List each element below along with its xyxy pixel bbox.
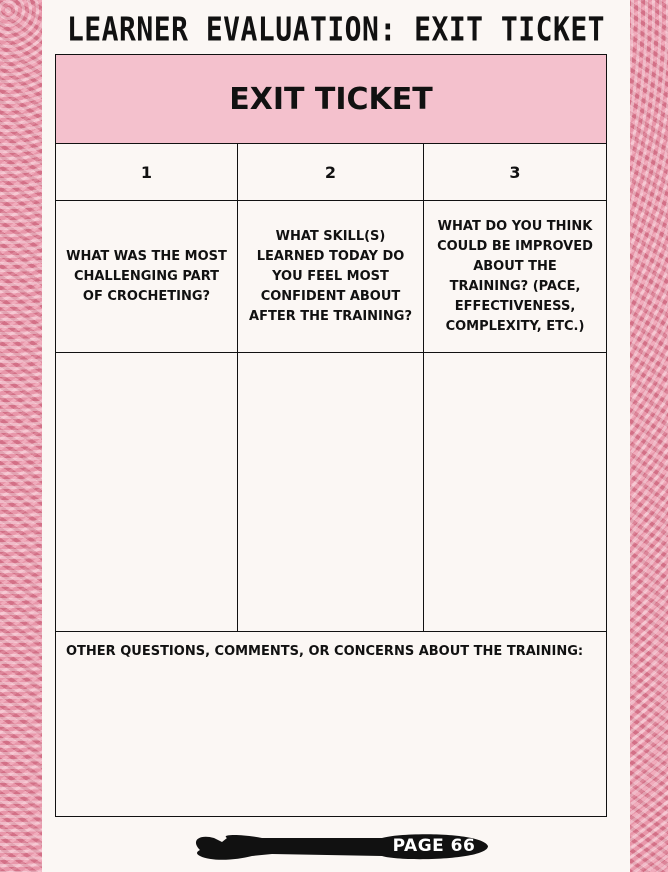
other-comments-label: OTHER QUESTIONS, COMMENTS, OR CONCERNS ABOUT THE TRAINING: [66,644,584,659]
answer-area-3[interactable] [424,353,606,632]
worksheet-page [42,0,630,872]
question-grid [56,144,606,632]
question-3: WHAT DO YOU THINK COULD BE IMPROVED ABOUT THE TRAINING? (PACE, EFFECTIVENESS, COMPLEXITY, ETC.) [424,201,606,353]
question-1: WHAT WAS THE MOST CHALLENGING PART OF CROCHETING? [56,201,238,353]
column-number-3: 3 [424,144,606,201]
answer-area-1[interactable] [56,353,238,632]
exit-ticket-banner: EXIT TICKET [56,55,606,144]
other-comments-area[interactable] [56,632,606,816]
exit-ticket-form [55,54,607,817]
page-number: PAGE 66 [392,836,476,856]
answer-area-2[interactable] [238,353,424,632]
question-2: WHAT SKILL(S) LEARNED TODAY DO YOU FEEL MOST CONFIDENT ABOUT AFTER THE TRAINING? [238,201,424,353]
column-number-1: 1 [56,144,238,201]
page-title: LEARNER EVALUATION: EXIT TICKET [66,10,606,49]
column-number-2: 2 [238,144,424,201]
page-footer [182,830,490,866]
